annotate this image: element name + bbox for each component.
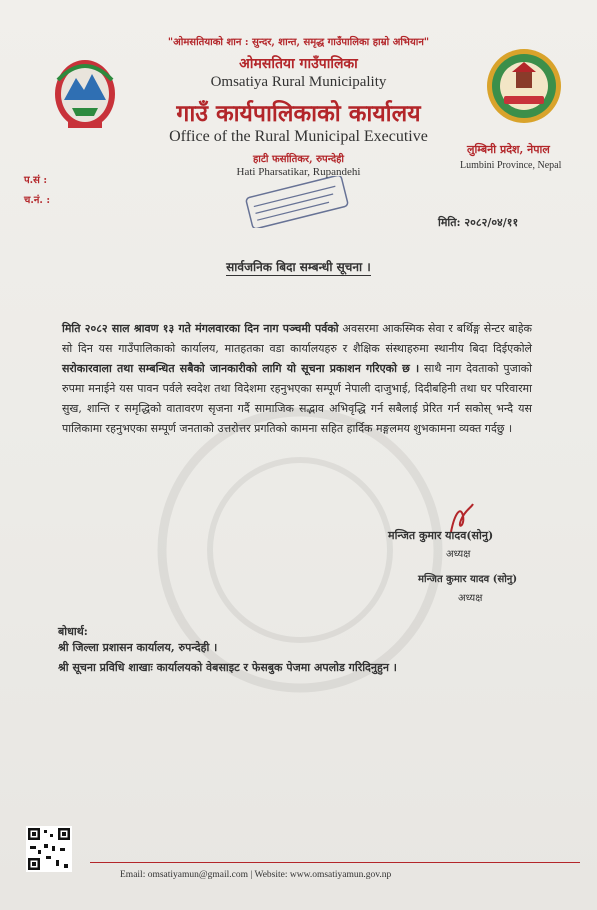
footer bbox=[120, 870, 391, 880]
subject-text: सार्वजनिक बिदा सम्बन्धी सूचना । bbox=[226, 260, 371, 274]
office-stamp-icon bbox=[238, 176, 356, 228]
cc-line-1: श्री जिल्ला प्रशासन कार्यालय, रुपन्देही । bbox=[58, 641, 218, 654]
footer-email: omsatiyamun@gmail.com bbox=[147, 870, 249, 880]
body-bold-2: सरोकारवाला तथा सम्बन्धित सबैको जानकारीको लागि यो सूचना प्रकाशन गरिएको छ । bbox=[62, 362, 420, 375]
subject bbox=[0, 258, 597, 275]
signatory-name-handwritten: मन्जित कुमार यादव(सोनु) bbox=[388, 529, 494, 542]
province-en: Lumbini Province, Nepal bbox=[460, 160, 562, 171]
province-np: लुम्बिनी प्रदेश, नेपाल bbox=[467, 143, 550, 156]
footer-website: www.omsatiyamun.gov.np bbox=[289, 870, 392, 880]
dispatch-number: च.नं. : bbox=[24, 195, 51, 206]
letter-date: मिति: २०८२/०४/११ bbox=[438, 216, 519, 229]
footer-divider bbox=[90, 862, 580, 863]
notice-body bbox=[62, 319, 532, 439]
body-text-2: साथै नाग देवताको पुजाको रुपमा मनाईने यस पावन पर्वले स्वदेश तथा विदेशमा रहनुभएका सम्पूर्ण नेपाली दाजुभाई, दिदीबहिनी तथा घर परिवारमा सुख, शान्ति र समृद्धिको वातावरण सृजना गर्दै सामाजिक सद्भाव अभिवृद्धि गर्न सबैलाई प्रेरित गर्न सकोस् भन्दै यस पालिकामा रहनुभएका सम्पूर्ण जनताको उत्तरोत्तर प्रगतिको कामना सहित हार्दिक मङ्गलमय शुभकामना व्यक्त गर्दछु । bbox=[62, 362, 532, 435]
cc-line-2: श्री सूचना प्रविधि शाखाः कार्यालयको वेबसाइट र फेसबुक पेजमा अपलोड गरिदिनुहुन । bbox=[58, 661, 397, 674]
qr-code-icon bbox=[26, 826, 72, 872]
signatory-title-stamp: अध्यक्ष bbox=[458, 593, 483, 604]
body-bold-1: मिति २०८२ साल श्रावण १३ गते मंगलवारका दिन नाग पञ्चमी पर्वको bbox=[62, 322, 339, 335]
footer-email-label: Email: bbox=[120, 870, 146, 880]
body-text-1: अवसरमा आकस्मिक सेवा र बर्थिङ्ग सेन्टर बाहेक सो दिन यस गाउँपालिकाको कार्यालय, मातहतका वडा कार्यालयहरु र शैक्षिक संस्थाहरुमा स्थानीय बिदा दिईएकोले bbox=[62, 322, 533, 355]
watermark-emblem-icon bbox=[150, 400, 450, 700]
location-en: Hati Pharsatikar, Rupandehi bbox=[236, 166, 361, 178]
municipality-name-np: ओमसतिया गाउँपालिका bbox=[239, 56, 358, 72]
municipality-name-en: Omsatiya Rural Municipality bbox=[210, 74, 387, 90]
slogan: "ओमसतियाको शान : सुन्दर, शान्त, समृद्ध गाउँपालिका हाम्रो अभियान" bbox=[167, 37, 430, 48]
signatory-name-stamp: मन्जित कुमार यादव (सोनु) bbox=[418, 574, 518, 585]
footer-website-label: | Website: bbox=[250, 870, 288, 880]
office-name-np: गाउँ कार्यपालिकाको कार्यालय bbox=[176, 100, 421, 127]
location-np: हाटी फर्सातिकर, रुपन्देही bbox=[252, 154, 345, 165]
office-name-en: Office of the Rural Municipal Executive bbox=[169, 128, 428, 145]
cc-label: बोधार्थ: bbox=[58, 625, 88, 638]
ref-number: प.सं : bbox=[24, 175, 48, 186]
signatory-title-handwritten: अध्यक्ष bbox=[446, 549, 471, 560]
